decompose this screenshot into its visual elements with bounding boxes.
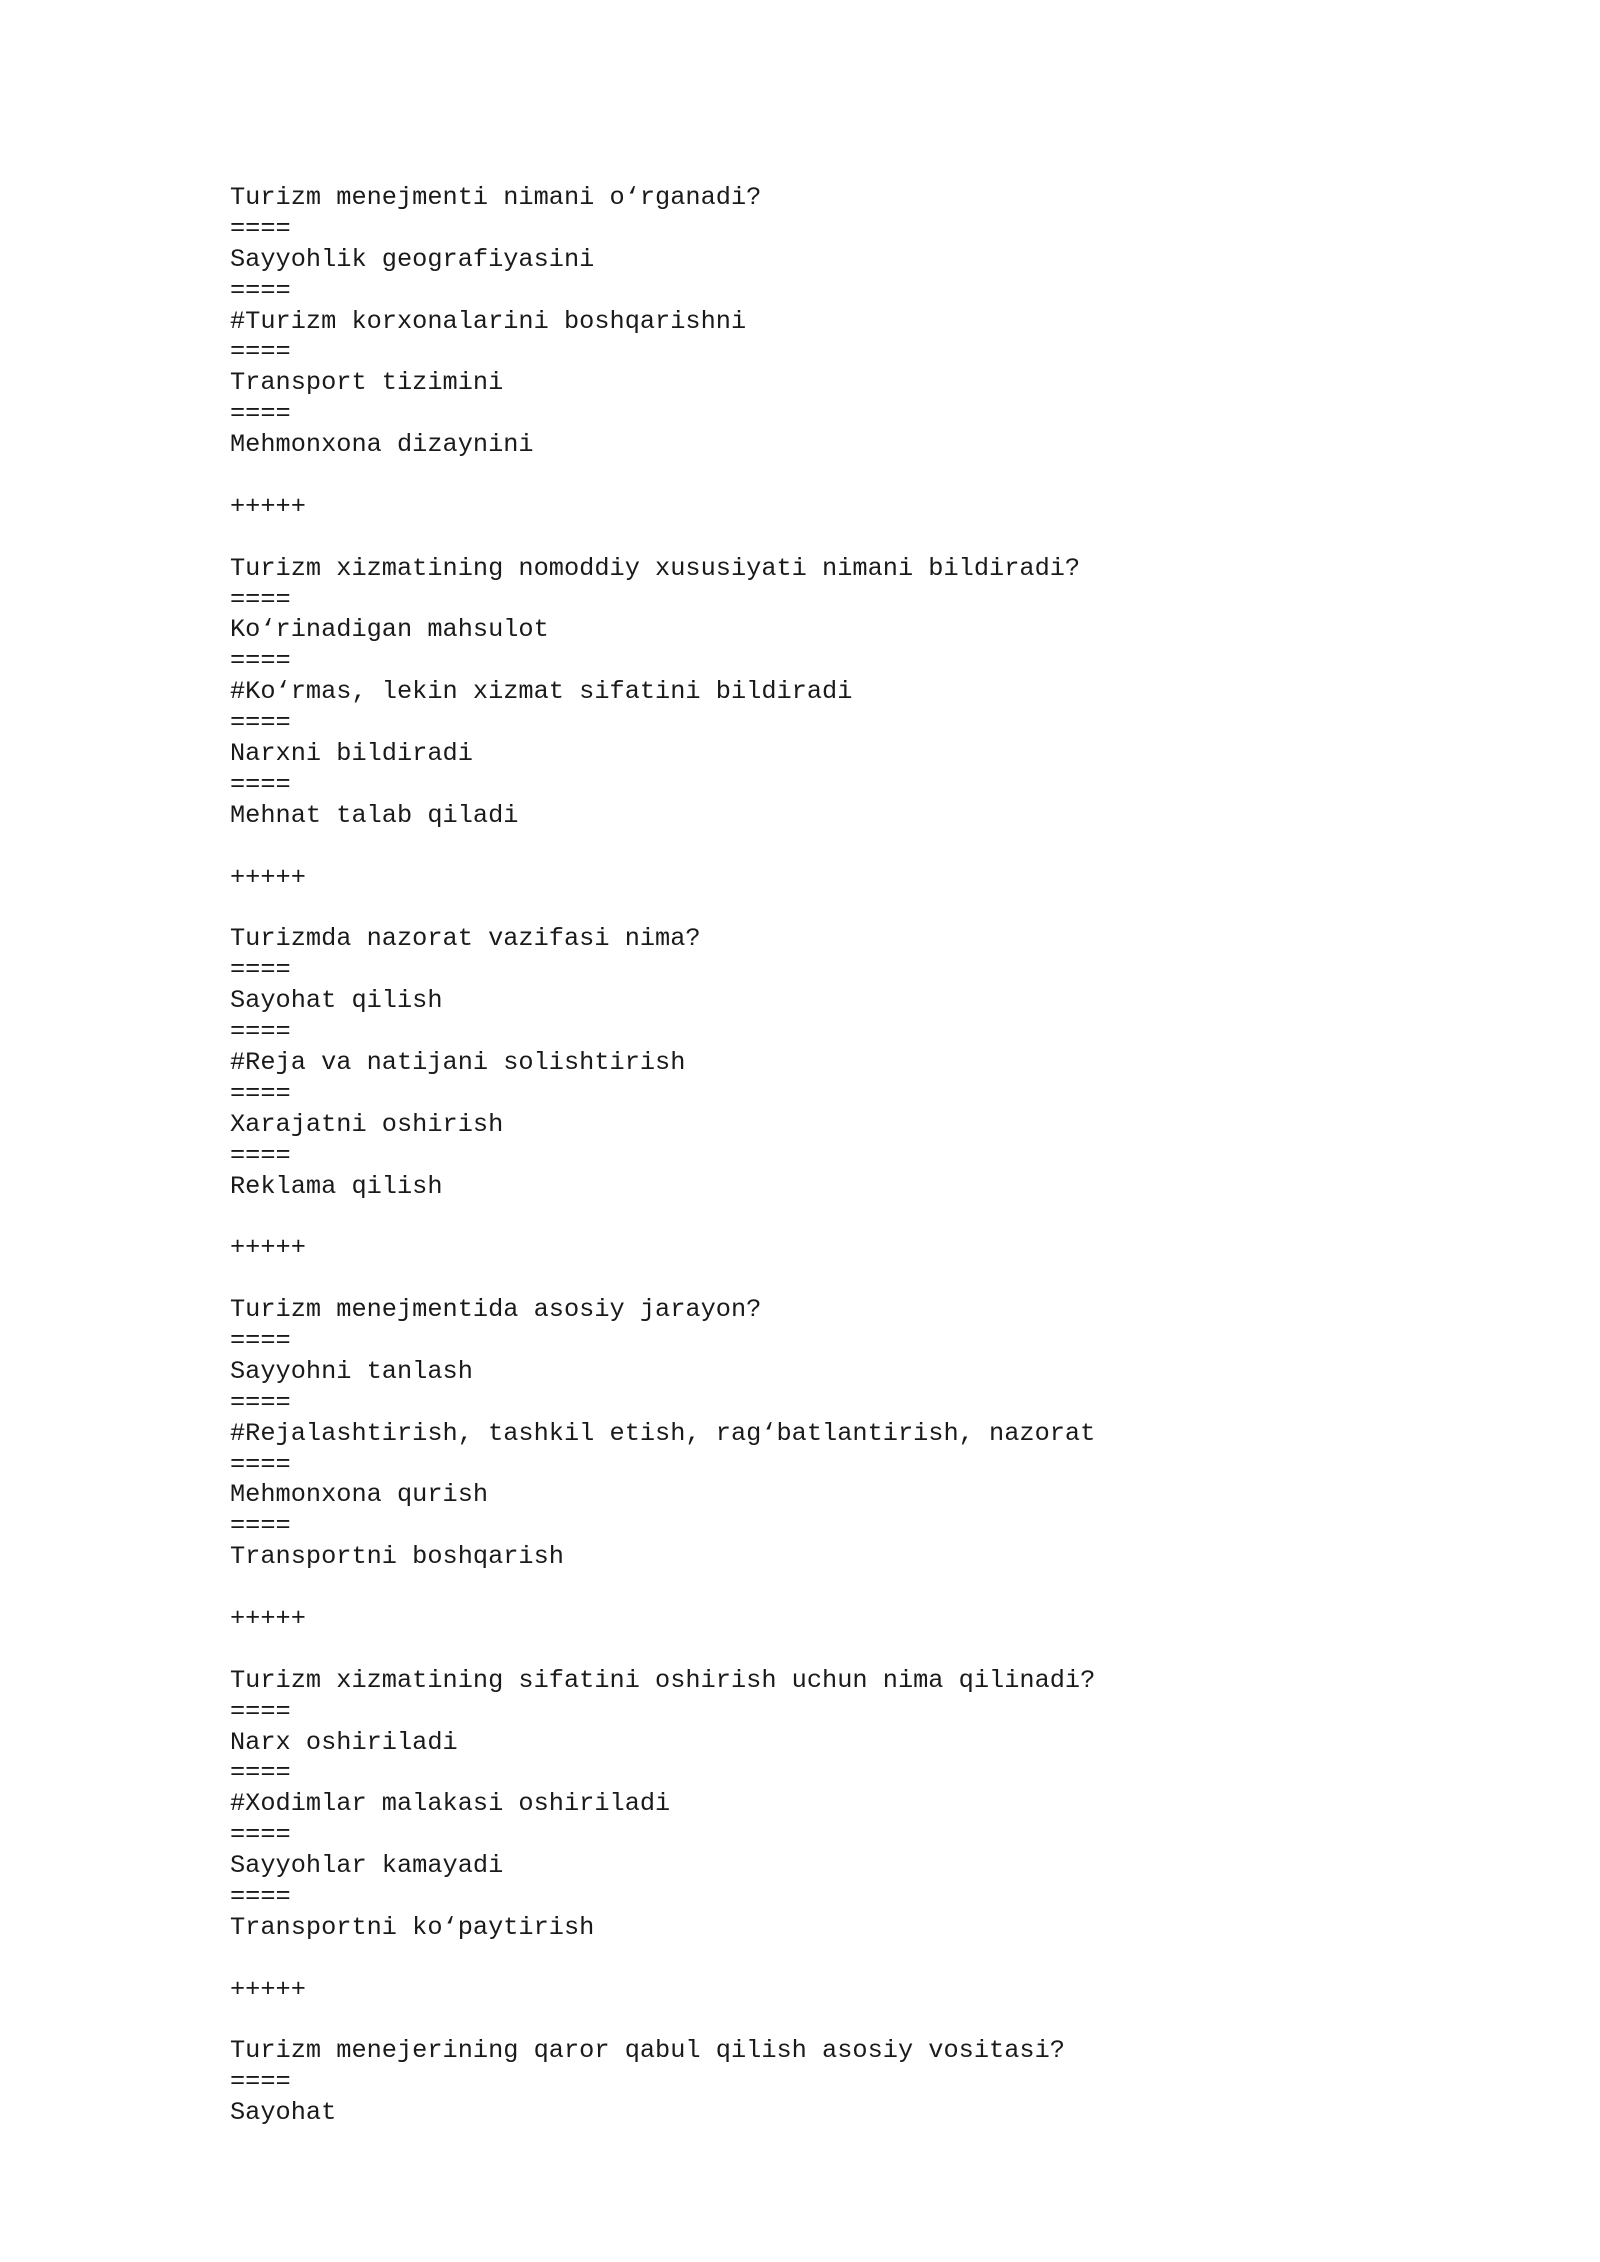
option-separator: ==== <box>230 1017 291 1047</box>
answer-option: Transportni ko‘paytirish <box>230 1912 595 1942</box>
answer-option: Mehmonxona dizaynini <box>230 430 534 460</box>
question-text: Turizmda nazorat vazifasi nima? <box>230 924 701 954</box>
option-separator: ==== <box>230 1758 291 1788</box>
option-separator: ==== <box>230 1820 291 1850</box>
answer-option: Sayyohni tanlash <box>230 1356 473 1386</box>
answer-option: Sayohat <box>230 2098 337 2128</box>
option-separator: ==== <box>230 2067 291 2097</box>
answer-option: Sayyohlik geografiyasini <box>230 244 595 274</box>
option-separator: ==== <box>230 1325 291 1355</box>
blank-line <box>230 461 1095 492</box>
question-text: Turizm xizmatining nomoddiy xususiyati nimani bildiradi? <box>230 553 1081 583</box>
question-text: Turizm menejmenti nimani o‘rganadi? <box>230 183 762 212</box>
answer-option: Sayohat qilish <box>230 986 443 1016</box>
blank-line <box>230 1635 1095 1666</box>
question-text: Turizm xizmatining sifatini oshirish uchun nima qilinadi? <box>230 1665 1096 1695</box>
correct-answer-option: #Ko‘rmas, lekin xizmat sifatini bildiradi <box>230 677 853 707</box>
blank-line <box>230 832 1095 863</box>
question-text: Turizm menejmentida asosiy jarayon? <box>230 1295 762 1325</box>
option-separator: ==== <box>230 399 291 429</box>
blank-line <box>230 1944 1095 1975</box>
question-separator: +++++ <box>230 862 306 892</box>
blank-line <box>230 1264 1095 1295</box>
answer-option: Xarajatni oshirish <box>230 1109 504 1139</box>
option-separator: ==== <box>230 337 291 367</box>
blank-line <box>230 523 1095 554</box>
answer-option: Mehmonxona qurish <box>230 1480 489 1510</box>
blank-line <box>230 1202 1095 1233</box>
option-separator: ==== <box>230 1078 291 1108</box>
option-separator: ==== <box>230 708 291 738</box>
option-separator: ==== <box>230 1140 291 1170</box>
question-separator: +++++ <box>230 1603 306 1633</box>
correct-answer-option: #Xodimlar malakasi oshiriladi <box>230 1789 671 1819</box>
option-separator: ==== <box>230 275 291 305</box>
option-separator: ==== <box>230 213 291 243</box>
answer-option: Transportni boshqarish <box>230 1542 564 1572</box>
question-separator: +++++ <box>230 491 306 521</box>
option-separator: ==== <box>230 769 291 799</box>
answer-option: Narxni bildiradi <box>230 739 473 769</box>
option-separator: ==== <box>230 1696 291 1726</box>
blank-line <box>230 893 1095 924</box>
option-separator: ==== <box>230 1387 291 1417</box>
option-separator: ==== <box>230 1511 291 1541</box>
answer-option: Narx oshiriladi <box>230 1727 458 1757</box>
option-separator: ==== <box>230 584 291 614</box>
question-separator: +++++ <box>230 1974 306 2004</box>
question-separator: +++++ <box>230 1233 306 1263</box>
answer-option: Reklama qilish <box>230 1171 443 1201</box>
quiz-document <box>230 183 1095 2129</box>
answer-option: Transport tizimini <box>230 368 504 398</box>
blank-line <box>230 2006 1095 2037</box>
option-separator: ==== <box>230 1881 291 1911</box>
question-text: Turizm menejerining qaror qabul qilish asosiy vositasi? <box>230 2036 1065 2066</box>
correct-answer-option: #Rejalashtirish, tashkil etish, rag‘batlantirish, nazorat <box>230 1418 1096 1448</box>
answer-option: Ko‘rinadigan mahsulot <box>230 615 549 645</box>
option-separator: ==== <box>230 955 291 985</box>
correct-answer-option: #Reja va natijani solishtirish <box>230 1047 686 1077</box>
option-separator: ==== <box>230 646 291 676</box>
option-separator: ==== <box>230 1449 291 1479</box>
correct-answer-option: #Turizm korxonalarini boshqarishni <box>230 306 747 336</box>
blank-line <box>230 1573 1095 1604</box>
answer-option: Mehnat talab qiladi <box>230 800 519 830</box>
answer-option: Sayyohlar kamayadi <box>230 1851 504 1881</box>
